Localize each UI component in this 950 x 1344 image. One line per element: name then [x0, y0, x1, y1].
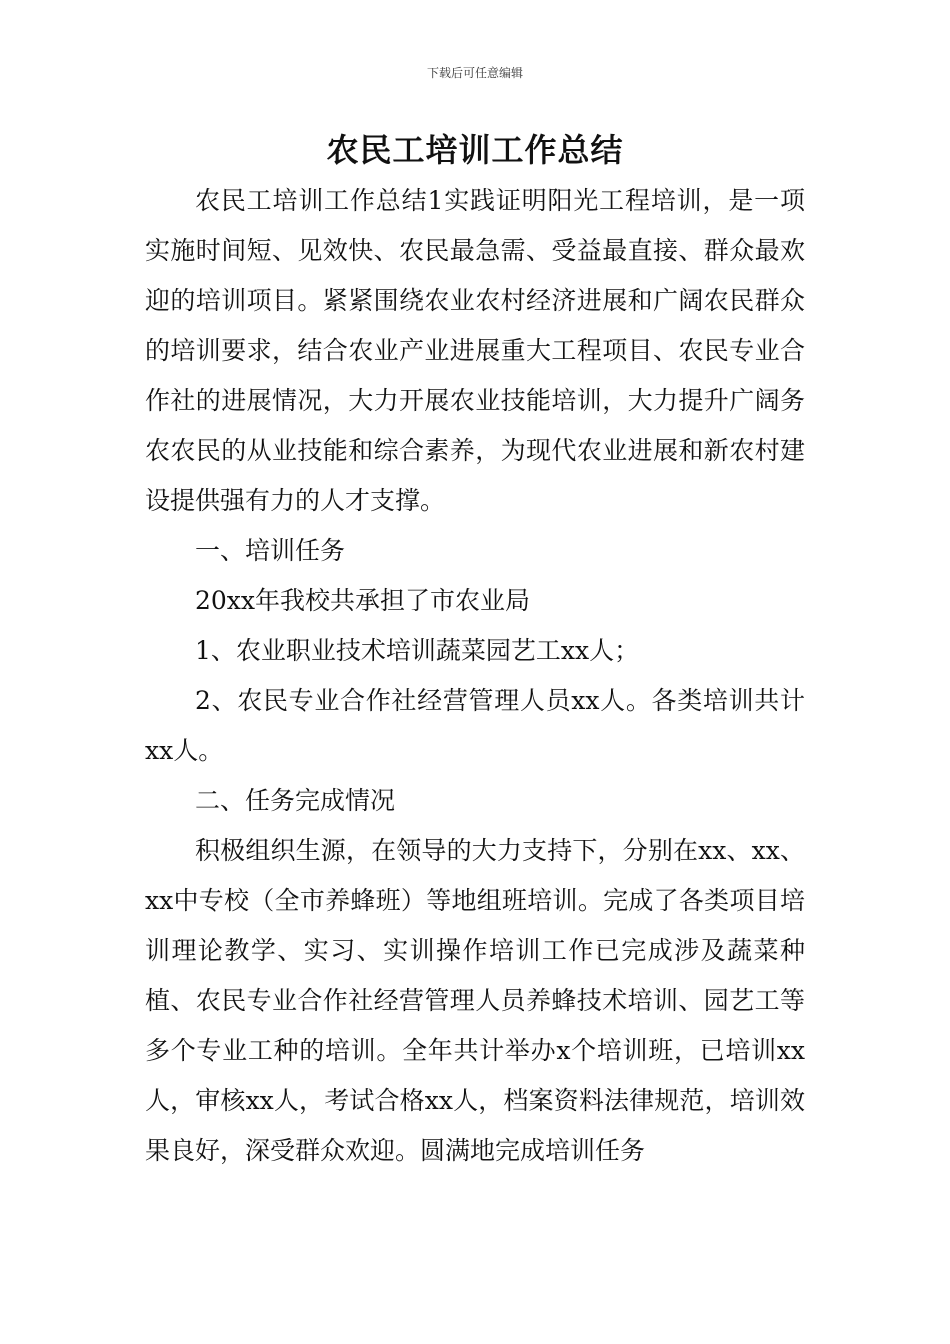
paragraph-tasks-intro: 20xx年我校共承担了市农业局: [195, 586, 531, 615]
header-note: 下载后可任意编辑: [426, 66, 523, 80]
paragraph-task-item-2: 2、农民专业合作社经营管理人员xx人。各类培训共计xx人。: [145, 686, 805, 765]
document-body: [145, 176, 805, 1176]
paragraph-task-item-1: 1、农业职业技术培训蔬菜园艺工xx人；: [195, 636, 640, 665]
heading-training-tasks: 一、培训任务: [195, 536, 346, 565]
paragraph-intro: 农民工培训工作总结1实践证明阳光工程培训，是一项实施时间短、见效快、农民最急需、受益最直接、群众最欢迎的培训项目。紧紧围绕农业农村经济进展和广阔农民群众的培训要求，结合农业产业进展重大工程项目、农民专业合作社的进展情况，大力开展农业技能培训，大力提升广阔务农农民的从业技能和综合素养，为现代农业进展和新农村建设提供强有力的人才支撑。: [145, 186, 805, 515]
document-title: 农民工培训工作总结: [326, 131, 624, 169]
heading-task-completion: 二、任务完成情况: [195, 786, 396, 815]
paragraph-completion: 积极组织生源，在领导的大力支持下，分别在xx、xx、xx中专校（全市养蜂班）等地组班培训。完成了各类项目培训理论教学、实习、实训操作培训工作已完成涉及蔬菜种植、农民专业合作社经营管理人员养蜂技术培训、园艺工等多个专业工种的培训。全年共计举办x个培训班，已培训xx人，审核xx人，考试合格xx人，档案资料法律规范，培训效果良好，深受群众欢迎。圆满地完成培训任务: [145, 836, 805, 1165]
